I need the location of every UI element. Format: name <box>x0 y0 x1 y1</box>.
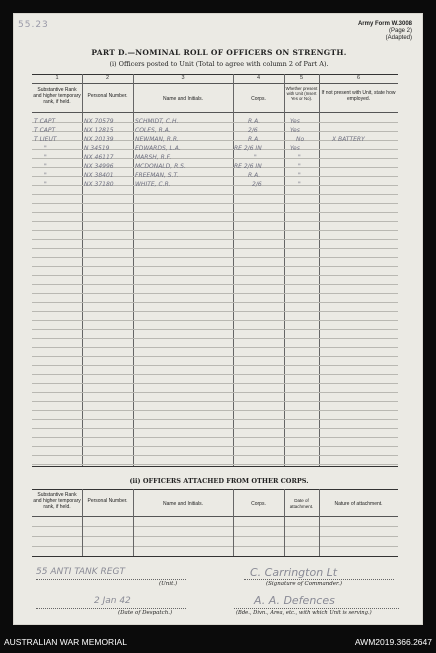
entry-rank: " <box>44 181 47 188</box>
entry-present: Yes <box>290 118 300 125</box>
roll-row-line <box>32 212 398 213</box>
roll-row-line <box>32 293 398 294</box>
roll-row-line <box>32 419 398 420</box>
column-number-rule <box>32 83 398 84</box>
header-corps: Corps. <box>251 96 266 102</box>
roll-row-line <box>32 455 398 456</box>
col-divider <box>319 74 320 466</box>
roll-row-line <box>32 230 398 231</box>
roll-row-line <box>32 338 398 339</box>
form-page <box>13 13 423 625</box>
roll-row-line <box>32 284 398 285</box>
entry-corps: 2/6 <box>252 181 262 188</box>
col-number: 2 <box>105 75 110 81</box>
entry-number: NX 70579 <box>84 118 114 125</box>
header2-name: Name and Initials. <box>162 501 204 507</box>
entry-present: No <box>296 136 305 143</box>
form-number: Army Form W.3008 <box>357 21 412 27</box>
header-present: Whether present with Unit (Insert Yes or No). <box>285 86 318 101</box>
roll-row-line <box>32 437 398 438</box>
header2-corps: Corps. <box>251 501 266 507</box>
form-page-number: (Page 2) <box>388 28 412 34</box>
roll-row-line <box>32 194 398 195</box>
roll-row-line <box>32 428 398 429</box>
table2-row-line <box>32 526 398 527</box>
table2-top-rule <box>32 489 398 490</box>
roll-row-line <box>32 248 398 249</box>
roll-row-line <box>32 347 398 348</box>
entry-corps: " <box>254 154 257 161</box>
entry-present: Yes <box>290 127 300 134</box>
footer-accession: AWM2019.366.2647 <box>354 637 432 647</box>
part-d2-subtitle: (ii) OFFICERS ATTACHED FROM OTHER CORPS. <box>129 477 309 485</box>
entry-present: " <box>298 181 301 188</box>
header-employed: If not present with Unit, state how employed. <box>321 90 396 102</box>
part-d-subtitle: (i) Officers posted to Unit (Total to agree with column 2 of Part A). <box>109 60 329 68</box>
entry-present: " <box>298 163 301 170</box>
roll-row-line <box>32 401 398 402</box>
col-number: 3 <box>181 75 185 81</box>
roll-row-line <box>32 275 398 276</box>
header2-rank: Substantive Rank and higher temporary rank, if held. <box>33 492 81 510</box>
roll-row-line <box>32 383 398 384</box>
roll-row-line <box>32 266 398 267</box>
table2-row-line <box>32 536 398 537</box>
entry-employed: X BATTERY <box>332 136 365 143</box>
entry-number: NX 38401 <box>84 172 114 179</box>
col-divider <box>233 489 234 556</box>
bde-line <box>234 608 399 609</box>
form-number-block <box>358 21 412 42</box>
bde-label: (Bde., Divn., Area, etc., with which Unit is serving.) <box>236 610 372 616</box>
roll-row-line <box>32 392 398 393</box>
header2-date: Date of attachment. <box>289 498 314 509</box>
entry-name: EDWARDS, L.A. <box>135 145 181 152</box>
col-number: 6 <box>356 75 361 81</box>
entry-name: MARSH, R.F. <box>135 154 172 161</box>
commander-signature: C. Carrington Lt <box>250 566 338 579</box>
roll-row-line <box>32 410 398 411</box>
col-divider <box>233 74 234 466</box>
entry-number: NX 20139 <box>84 136 114 143</box>
entry-name: MCDONALD, R.S. <box>135 163 186 170</box>
entry-number: NX 12815 <box>84 127 114 134</box>
col-number: 1 <box>55 75 59 81</box>
entry-number: NX 37180 <box>84 181 114 188</box>
table2-row-line <box>32 546 398 547</box>
form-adapted: (Adapted) <box>385 35 412 41</box>
header-rank: Substantive Rank and higher temporary rank, if held. <box>33 87 81 105</box>
col-divider <box>133 74 134 466</box>
entry-number: NX 46117 <box>84 154 114 161</box>
entry-name: WHITE, C.R. <box>135 181 171 188</box>
roll-row-line <box>32 356 398 357</box>
date-value: 2 Jan 42 <box>94 596 131 606</box>
table2-header-rule <box>32 516 398 517</box>
roll-row-line <box>32 320 398 321</box>
entry-corps: R.A. <box>248 136 261 143</box>
entry-present: Yes <box>290 145 300 152</box>
entry-name: NEWMAN, R.R. <box>135 136 179 143</box>
roll-row-line <box>32 221 398 222</box>
unit-value: 55 ANTI TANK REGT <box>36 567 125 577</box>
col-divider <box>82 74 83 466</box>
entry-present: " <box>298 154 301 161</box>
commander-label: (Signature of Commander.) <box>266 581 342 587</box>
entry-number: N 34519 <box>84 145 110 152</box>
roll-row-line <box>32 203 398 204</box>
commander-line <box>244 579 394 580</box>
corner-mark: 55.23 <box>18 20 49 30</box>
part-d-title: PART D.—NOMINAL ROLL OF OFFICERS ON STRENGTH. <box>91 48 347 57</box>
entry-corps: R.A. <box>248 118 261 125</box>
table-bottom-rule <box>32 466 398 467</box>
roll-row-line <box>32 302 398 303</box>
entry-corps: RE 2/6 IN <box>234 145 262 152</box>
date-line <box>36 608 186 609</box>
date-label: (Date of Despatch.) <box>118 610 173 616</box>
header2-nature: Nature of attachment. <box>334 501 383 507</box>
roll-row-line <box>32 329 398 330</box>
header-name: Name and Initials. <box>162 96 204 102</box>
unit-label: (Unit.) <box>159 581 178 587</box>
entry-corps: 2/6 <box>248 127 258 134</box>
entry-rank: T CAPT <box>34 118 56 125</box>
col-divider <box>284 74 285 466</box>
entry-rank: " <box>44 154 47 161</box>
entry-name: COLES, R.A. <box>135 127 171 134</box>
entry-rank: " <box>44 145 47 152</box>
unit-line <box>36 579 186 580</box>
col-number: 4 <box>256 75 261 81</box>
roll-row-line <box>32 257 398 258</box>
header-rule <box>32 112 398 113</box>
entry-rank: " <box>44 172 47 179</box>
header2-personal-number: Personal Number. <box>87 498 128 504</box>
roll-row-line <box>32 446 398 447</box>
entry-number: NX 34996 <box>84 163 114 170</box>
roll-row-line <box>32 374 398 375</box>
col-divider <box>319 489 320 556</box>
col-divider <box>133 489 134 556</box>
roll-row-line <box>32 239 398 240</box>
entry-rank: T LIEUT <box>34 136 57 143</box>
roll-row-line <box>32 365 398 366</box>
entry-rank: T CAPT <box>34 127 56 134</box>
entry-corps: RE 2/6 IN <box>234 163 262 170</box>
col-number: 5 <box>299 75 304 81</box>
roll-row-line <box>32 311 398 312</box>
entry-corps: R.A. <box>248 172 261 179</box>
entry-name: FREEMAN, S.T. <box>135 172 179 179</box>
archive-footer <box>0 631 436 653</box>
header-personal-number: Personal Number. <box>87 93 128 99</box>
roll-row-line <box>32 464 398 465</box>
entry-present: " <box>298 172 301 179</box>
footer-institution: AUSTRALIAN WAR MEMORIAL <box>4 637 127 647</box>
entry-rank: " <box>44 163 47 170</box>
table2-bottom-rule <box>32 556 398 557</box>
entry-name: SCHMIDT, C.H. <box>135 118 179 125</box>
bde-value: A. A. Defences <box>254 594 335 607</box>
